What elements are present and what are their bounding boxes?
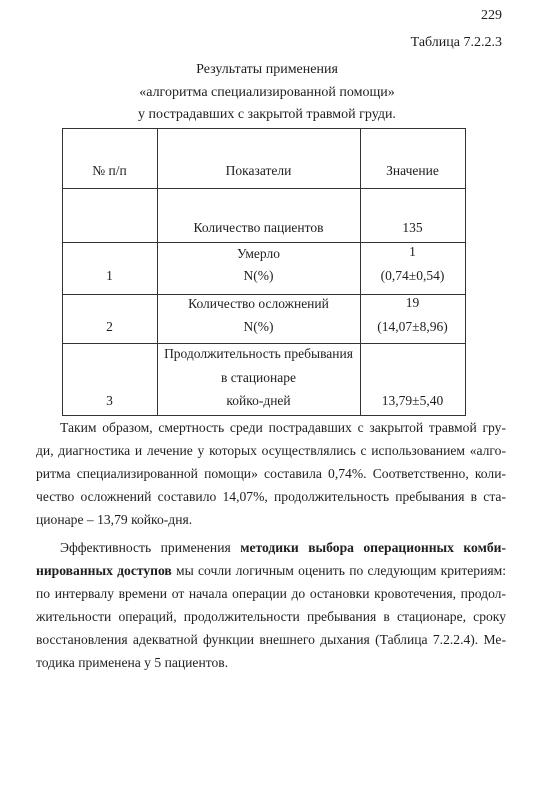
paragraph-line	[36, 536, 506, 559]
row3-label-line2: в стационаре	[221, 370, 296, 385]
table-header-divider	[62, 188, 466, 189]
table-row-divider	[62, 343, 466, 344]
paragraph-line	[36, 559, 506, 582]
row1-label-line1: Умерло	[237, 246, 280, 261]
row2-value-line1: 19	[405, 295, 420, 310]
table-caption-line-3: у пострадавших с закрытой травмой груди.	[138, 107, 396, 122]
row3-label-line3: койко-дней	[226, 393, 291, 408]
table-label: Таблица 7.2.2.3	[410, 35, 502, 50]
row1-number: 1	[106, 268, 113, 283]
paragraph-line: восстановления адекватной функции внешнего дыхания (Таблица 7.2.2.4). Ме-	[36, 632, 506, 647]
paragraph-text: Эффективность применения	[60, 540, 241, 555]
table-border-top	[62, 128, 466, 129]
row1-value-line2: (0,74±0,54)	[380, 268, 445, 283]
paragraph-bold-text: нированных доступов	[36, 563, 172, 578]
row3-value: 13,79±5,40	[381, 393, 444, 408]
row1-value-line1: 1	[409, 244, 416, 259]
header-number: № п/п	[92, 163, 127, 178]
paragraph-line: чество осложнений составило 14,07%, продолжительность пребывания в ста-	[36, 489, 506, 504]
row2-value-line2: (14,07±8,96)	[377, 319, 448, 334]
paragraph-text: мы сочли логичным оценить по следующим критериям:	[171, 563, 506, 578]
paragraph-methodology	[36, 536, 506, 674]
paragraph-line: тодика применена у 5 пациентов.	[36, 655, 229, 670]
page-number: 229	[481, 8, 502, 23]
row1-label-line2: N(%)	[243, 268, 274, 283]
table-caption-line-2: «алгоритма специализированной помощи»	[139, 85, 395, 100]
paragraph-conclusion	[36, 416, 506, 531]
patients-label: Количество пациентов	[193, 220, 324, 235]
paragraph-bold-text: методики выбора операционных комби-	[240, 540, 507, 555]
row3-number: 3	[106, 393, 113, 408]
row2-label-line1: Количество осложнений	[188, 296, 329, 311]
table-caption-line-1: Результаты применения	[196, 62, 338, 77]
row2-number: 2	[106, 319, 113, 334]
row2-label-line2: N(%)	[243, 319, 274, 334]
header-value: Значение	[386, 163, 439, 178]
paragraph-line: жительности операций, продолжительности пребывания в стационаре, сроку	[36, 609, 506, 624]
table-row-divider	[62, 242, 466, 243]
header-indicator: Показатели	[225, 163, 292, 178]
row3-label-line1: Продолжительность пребывания	[164, 346, 353, 361]
paragraph-line: ритма специализированной помощи» составила 0,74%. Соответственно, коли-	[36, 466, 506, 481]
paragraph-line: Таким образом, смертность среди пострадавших с закрытой травмой гру-	[60, 420, 506, 435]
paragraph-line: по интервалу времени от начала операции до остановки кровотечения, продол-	[36, 586, 506, 601]
paragraph-line: ди, диагностика и лечение у которых осуществлялись с использованием «алго-	[36, 443, 506, 458]
paragraph-line: ционаре – 13,79 койко-дня.	[36, 512, 193, 527]
table-border-right	[465, 128, 466, 416]
patients-value: 135	[402, 220, 423, 235]
